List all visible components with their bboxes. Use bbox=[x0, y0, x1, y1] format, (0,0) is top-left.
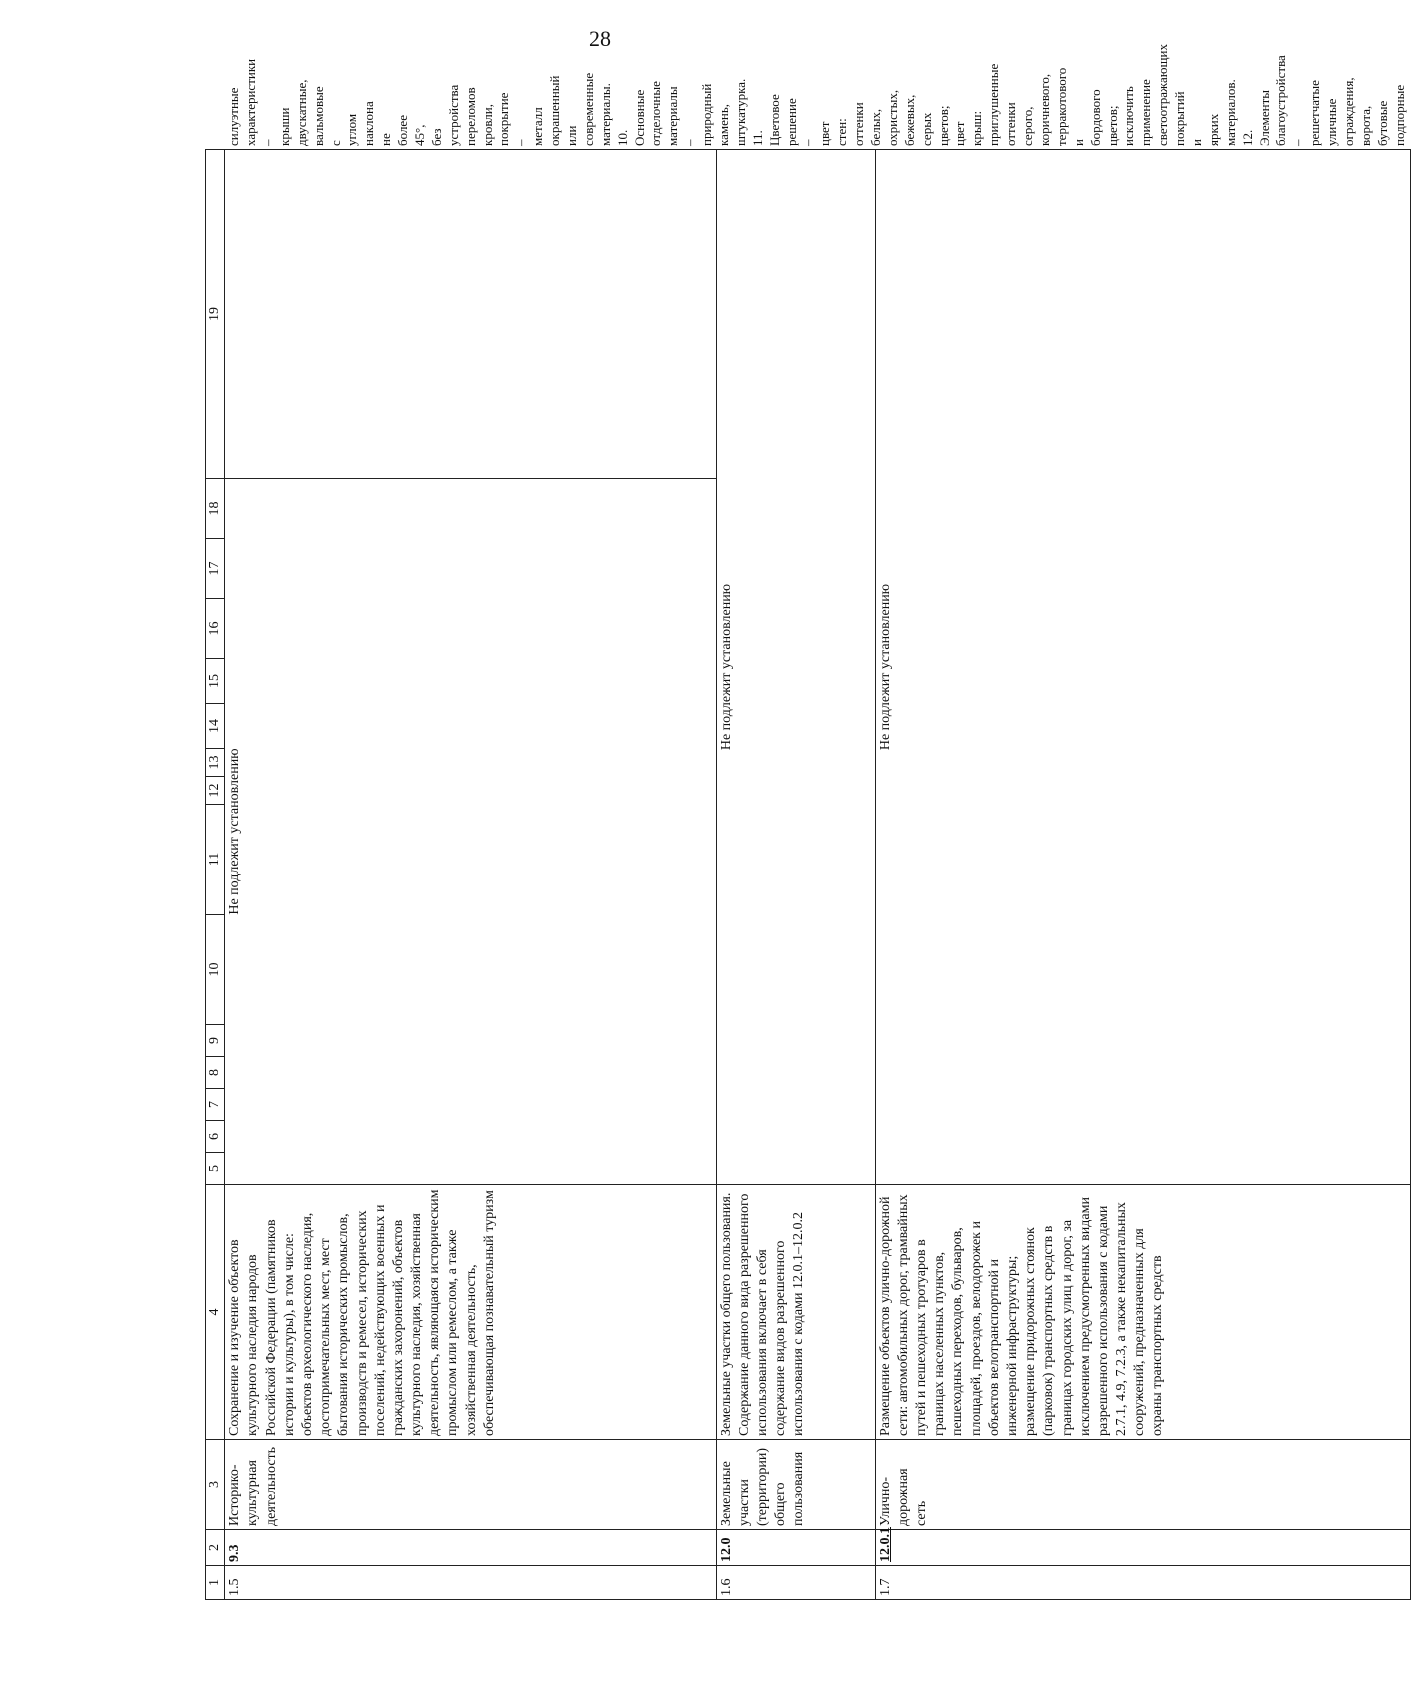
header-cell: 14 bbox=[206, 704, 225, 749]
row-description: Размещение объектов улично-дорожной сети: автомобильных дорог, трамвайных путей и пешеходных тротуаров в границах населенных пунктов, пешеходных переходов, бульваров, площадей, проездов, велодорожек и объектов велотранспортной и инженерной инфраструктуры; размещение придорожных стоянок (парковок) транспортных средств в границах городских улиц и дорог, за исключением предусмотренных видами разрешенного использования с кодами 2.7.1, 4.9, 7.2.3, а также некапитальных сооружений, предназначенных для охраны транспортных средств bbox=[875, 1185, 1410, 1440]
header-cell: 12 bbox=[206, 777, 225, 805]
page-number: 28 bbox=[589, 26, 611, 51]
header-cell: 10 bbox=[206, 915, 225, 1025]
header-cell: 17 bbox=[206, 539, 225, 599]
row-note: Не подлежит установлению bbox=[716, 150, 875, 1185]
row-code: 9.3 bbox=[225, 1530, 716, 1566]
header-cell: 16 bbox=[206, 599, 225, 659]
row-use-name: Улично-дорожная сеть bbox=[875, 1440, 1410, 1530]
rotated-table-container bbox=[205, 44, 1407, 1600]
header-cell: 5 bbox=[206, 1153, 225, 1185]
row-use-name: Земельные участки (территории) общего пользования bbox=[716, 1440, 875, 1530]
row-description: Сохранение и изучение объектов культурного наследия народов Российской Федерации (памятников истории и культуры), в том числе: объектов археологического наследия, достопримечательных мест, мест бытования исторических промыслов, производств и ремесел, исторических поселений, недействующих военных и гражданских захоронений, объектов культурного наследия, хозяйственная деятельность, являющаяся историческим промыслом или ремеслом, а также хозяйственная деятельность, обеспечивающая познавательный туризм bbox=[225, 1185, 716, 1440]
row-use-name: Историко-культурная деятельность bbox=[225, 1440, 716, 1530]
row-code: 12.0.1 bbox=[875, 1530, 1410, 1566]
table-row bbox=[875, 150, 1410, 1600]
row-number: 1.5 bbox=[225, 1566, 716, 1600]
table-row: 1.5 9.3 Историко-культурная деятельность Сохранение и изучение объектов культурного наследия народов Российской Федерации (памятников истории и культуры), в том числе: объектов археологического наследия, достопримечательных мест, мест бытования исторических промыслов, производств и ремесел, исторических поселений, недействующих военных и гражданских захоронений, объектов культурного наследия, хозяйственная деятельность, являющаяся историческим промыслом или ремеслом, а также хозяйственная деятельность, обеспечивающая познавательный туризм Не подлежит установлению силуэтные характеристики – крыши двускатные, вальмовые с углом наклона не более 45°, без устройства переломов кровли, покрытие – металл окрашенный или современные материалы. 10. Основные отделочные материалы – природный камень, штукатурка. 11. Цветовое решение – цвет стен: оттенки белых, охристых, бежевых, серых цветов; цвет крыш: приглушенные оттенки серого, коричневого, терракотового и бордового цветов; исключить применение светоотражающих покрытий и ярких материалов. 12. Элементы благоустройства – решетчатые уличные ограждения, ворота, бутовые подпорные bbox=[225, 150, 716, 1600]
table-row bbox=[716, 150, 875, 1600]
header-cell: 3 bbox=[206, 1440, 225, 1530]
header-cell: 11 bbox=[206, 805, 225, 915]
row-note: Не подлежит установлению bbox=[875, 150, 1410, 1185]
header-cell: 19 bbox=[206, 150, 225, 479]
header-cell: 9 bbox=[206, 1025, 225, 1057]
row-note: Не подлежит установлению bbox=[225, 479, 716, 1185]
row-number: 1.7 bbox=[875, 1566, 1410, 1600]
row-col18 bbox=[225, 150, 716, 479]
header-cell: 6 bbox=[206, 1121, 225, 1153]
header-cell: 1 bbox=[206, 1566, 225, 1600]
row-number: 1.6 bbox=[716, 1566, 875, 1600]
regulations-table bbox=[205, 44, 1411, 1600]
row-code: 12.0 bbox=[716, 1530, 875, 1566]
header-cell: 15 bbox=[206, 659, 225, 704]
header-cell: 4 bbox=[206, 1185, 225, 1440]
header-row bbox=[206, 150, 225, 1600]
header-cell: 7 bbox=[206, 1089, 225, 1121]
header-cell: 8 bbox=[206, 1057, 225, 1089]
row-description: Земельные участки общего пользования. Содержание данного вида разрешенного использования включает в себя содержание видов разрешенного использования с кодами 12.0.1–12.0.2 bbox=[716, 1185, 875, 1440]
header-cell: 18 bbox=[206, 479, 225, 539]
header-cell: 13 bbox=[206, 749, 225, 777]
header-cell: 2 bbox=[206, 1530, 225, 1566]
